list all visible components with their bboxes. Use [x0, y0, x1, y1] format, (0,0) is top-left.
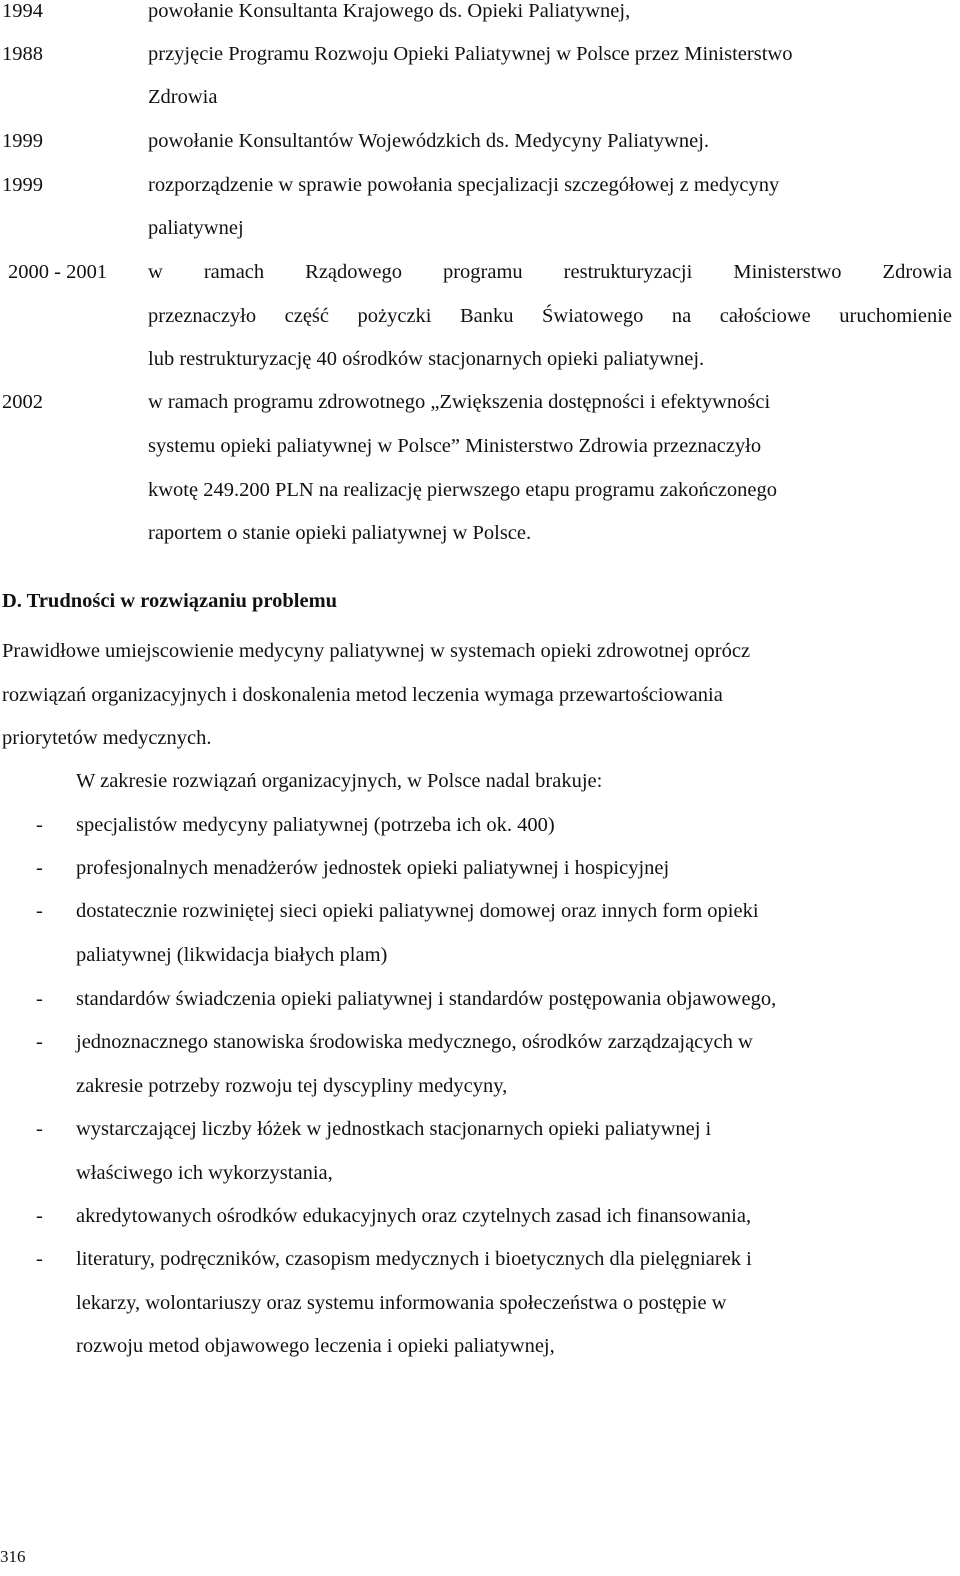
timeline-text: lub restrukturyzację 40 ośrodków stacjonarnych opieki paliatywnej. — [148, 348, 705, 370]
timeline-text: raportem o stanie opieki paliatywnej w Polsce. — [148, 522, 532, 544]
list-item-text: standardów świadczenia opieki paliatywnej i standardów postępowania objawowego, — [76, 988, 777, 1010]
timeline-text: powołanie Konsultanta Krajowego ds. Opieki Paliatywnej, — [148, 0, 631, 22]
paragraph-line: priorytetów medycznych. — [2, 727, 212, 749]
timeline-text: powołanie Konsultantów Wojewódzkich ds. Medycyny Paliatywnej. — [148, 130, 710, 152]
list-dash: - — [36, 1205, 43, 1227]
timeline-text: w ramach Rządowego programu restrukturyzacji Ministerstwo Zdrowia — [148, 261, 952, 283]
list-item-text: dostatecznie rozwiniętej sieci opieki paliatywnej domowej oraz innych form opieki — [76, 900, 759, 922]
paragraph-line: Prawidłowe umiejscowienie medycyny paliatywnej w systemach opieki zdrowotnej oprócz — [2, 640, 751, 662]
list-dash: - — [36, 988, 43, 1010]
timeline-year: 2002 — [2, 391, 43, 413]
list-item-text: lekarzy, wolontariuszy oraz systemu informowania społeczeństwa o postępie w — [76, 1292, 727, 1314]
timeline-year: 1994 — [2, 0, 43, 22]
timeline-text: przyjęcie Programu Rozwoju Opieki Paliatywnej w Polsce przez Ministerstwo — [148, 43, 793, 65]
list-item-text: wystarczającej liczby łóżek w jednostkach stacjonarnych opieki paliatywnej i — [76, 1118, 712, 1140]
list-dash: - — [36, 1118, 43, 1140]
timeline-text: rozporządzenie w sprawie powołania specjalizacji szczegółowej z medycyny — [148, 174, 780, 196]
list-dash: - — [36, 1031, 43, 1053]
timeline-text: przeznaczyło część pożyczki Banku Światowego na całościowe uruchomienie — [148, 305, 952, 327]
timeline-year: 1988 — [2, 43, 43, 65]
list-dash: - — [36, 814, 43, 836]
list-item-text: akredytowanych ośrodków edukacyjnych oraz czytelnych zasad ich finansowania, — [76, 1205, 752, 1227]
timeline-year: 2000 - 2001 — [8, 261, 108, 283]
timeline-text: kwotę 249.200 PLN na realizację pierwszego etapu programu zakończonego — [148, 479, 777, 501]
list-item-text: właściwego ich wykorzystania, — [76, 1162, 333, 1184]
timeline-year: 1999 — [2, 174, 43, 196]
list-item-text: profesjonalnych menadżerów jednostek opieki paliatywnej i hospicyjnej — [76, 857, 670, 879]
timeline-text: w ramach programu zdrowotnego „Zwiększenia dostępności i efektywności — [148, 391, 771, 413]
list-item-text: rozwoju metod objawowego leczenia i opieki paliatywnej, — [76, 1335, 555, 1357]
list-dash: - — [36, 1248, 43, 1270]
timeline-text: systemu opieki paliatywnej w Polsce” Ministerstwo Zdrowia przeznaczyło — [148, 435, 762, 457]
section-heading: D. Trudności w rozwiązaniu problemu — [2, 590, 338, 612]
list-item-text: specjalistów medycyny paliatywnej (potrzeba ich ok. 400) — [76, 814, 555, 836]
list-item-text: paliatywnej (likwidacja białych plam) — [76, 944, 388, 966]
paragraph-line: rozwiązań organizacyjnych i doskonalenia metod leczenia wymaga przewartościowania — [2, 684, 723, 706]
list-item-text: literatury, podręczników, czasopism medycznych i bioetycznych dla pielęgniarek i — [76, 1248, 752, 1270]
list-item-text: jednoznacznego stanowiska środowiska medycznego, ośrodków zarządzających w — [76, 1031, 753, 1053]
page-number: 316 — [0, 1547, 26, 1566]
timeline-text: paliatywnej — [148, 217, 244, 239]
list-intro: W zakresie rozwiązań organizacyjnych, w Polsce nadal brakuje: — [76, 770, 603, 792]
timeline-text: Zdrowia — [148, 86, 218, 108]
list-dash: - — [36, 900, 43, 922]
timeline-year: 1999 — [2, 130, 43, 152]
list-item-text: zakresie potrzeby rozwoju tej dyscypliny medycyny, — [76, 1075, 508, 1097]
list-dash: - — [36, 857, 43, 879]
